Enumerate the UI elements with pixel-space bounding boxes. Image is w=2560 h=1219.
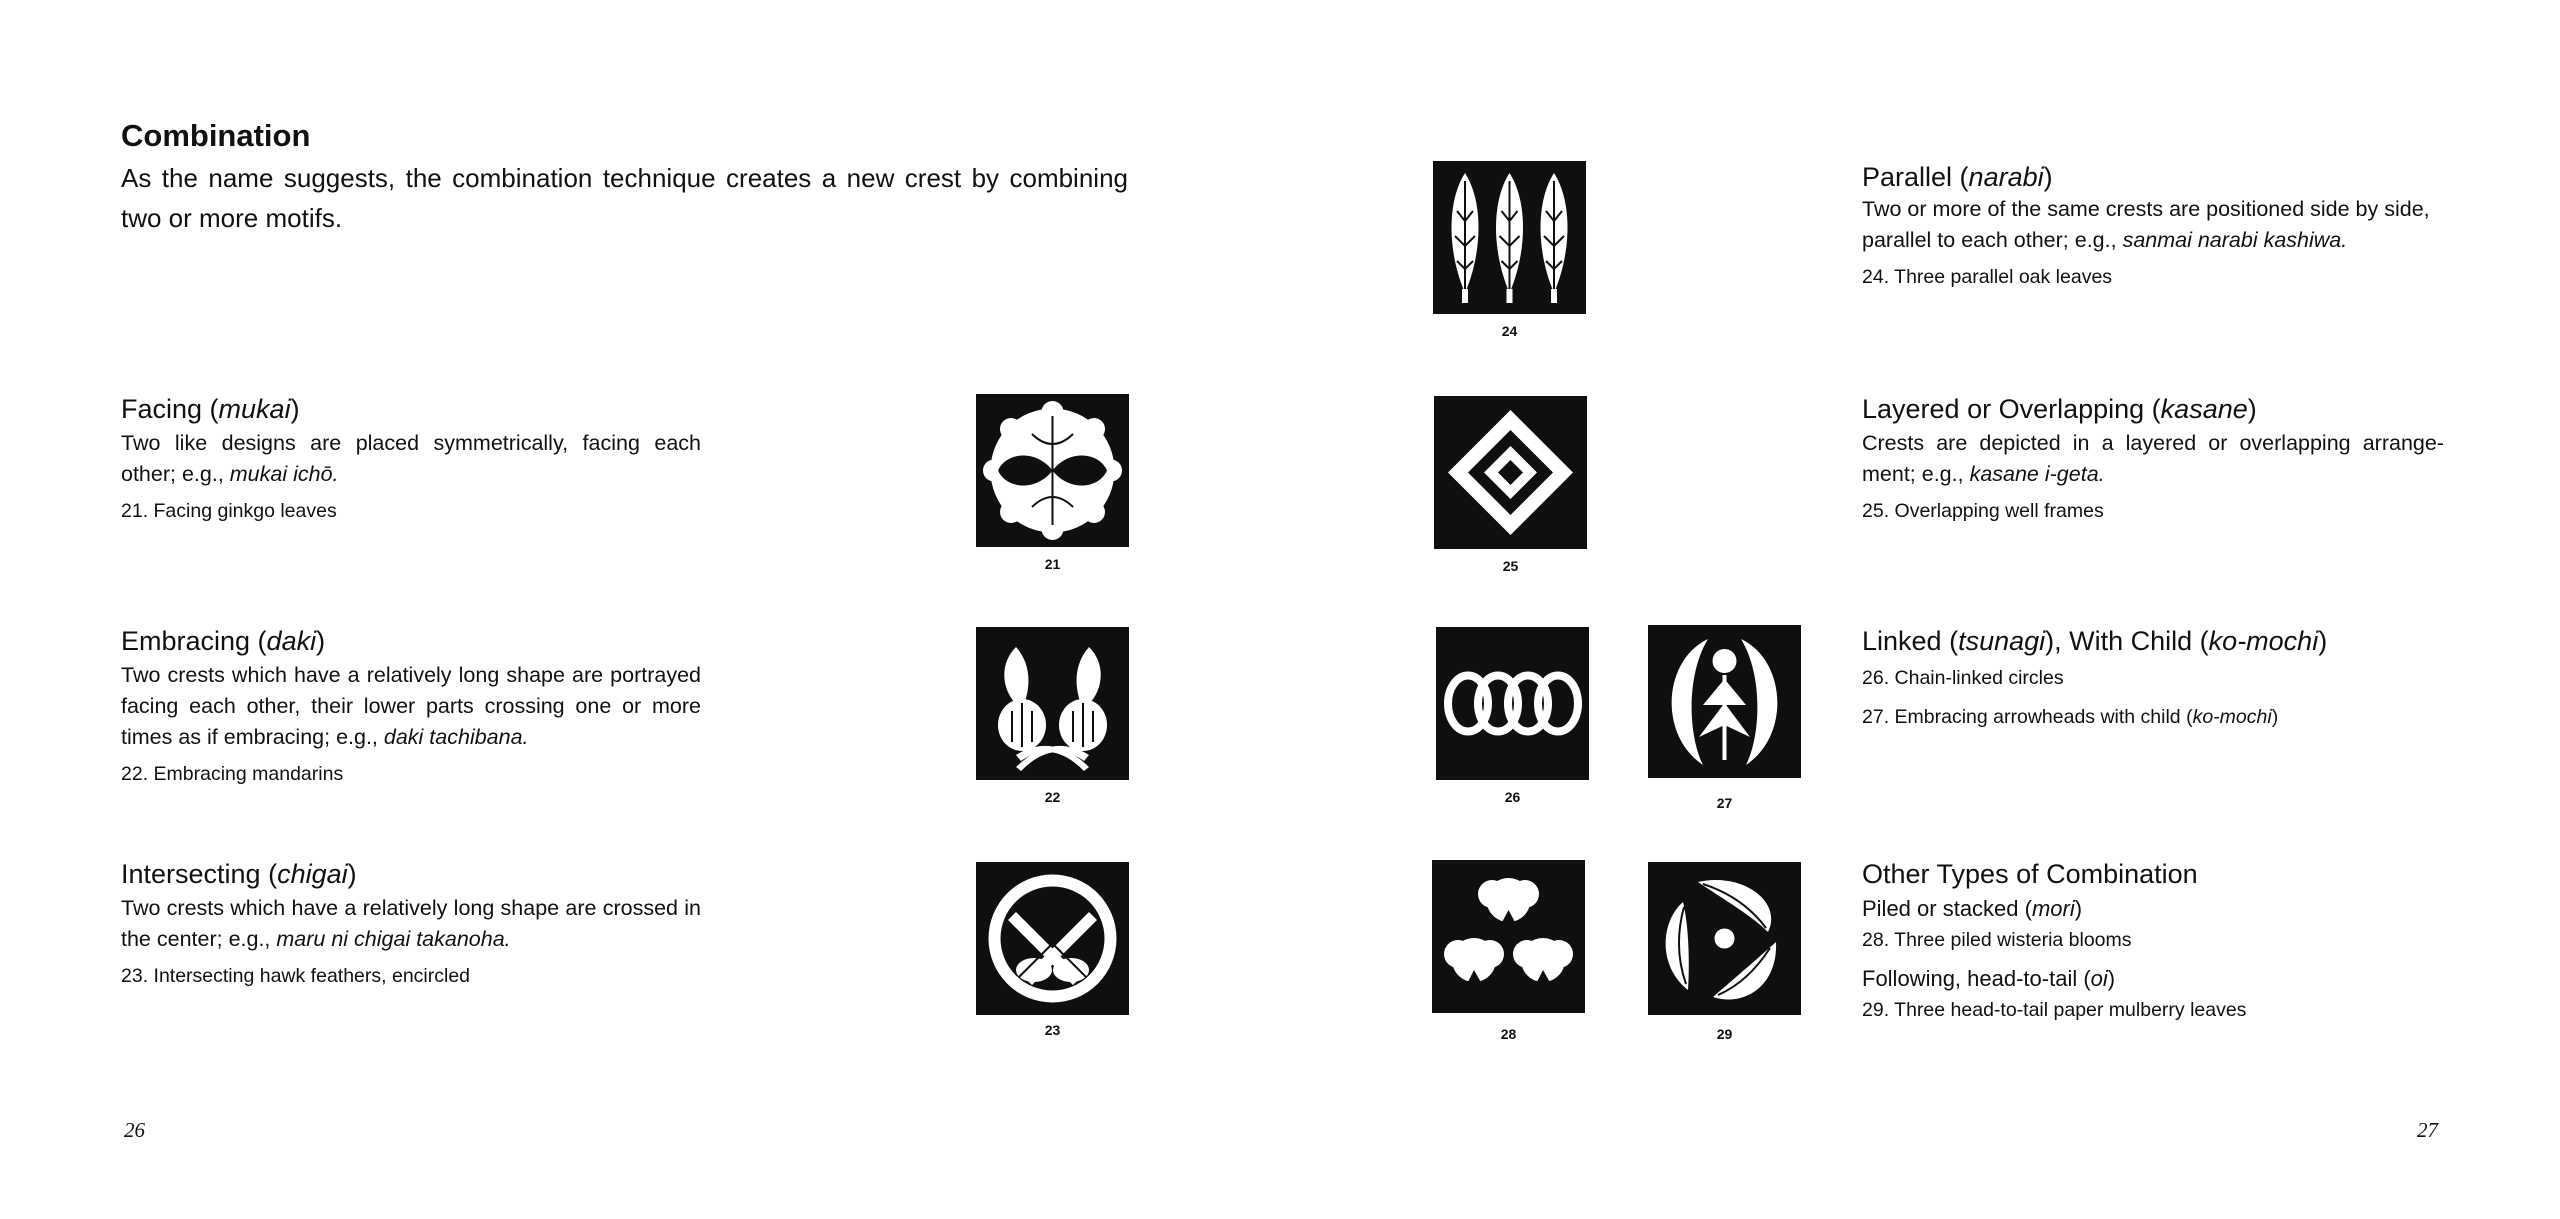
caption-26: 26. Chain-linked circles — [1862, 667, 2064, 689]
embracing-mandarins-crest-image — [976, 627, 1129, 780]
page-number-left: 26 — [124, 1118, 145, 1142]
head-to-tail-mulberry-crest-image — [1648, 862, 1801, 1015]
figure-number-23: 23 — [1044, 1022, 1061, 1038]
figure-number-25: 25 — [1502, 558, 1519, 574]
caption-29: 29. Three head-to-tail paper mulberry leaves — [1862, 999, 2247, 1021]
layered-title: Layered or Overlapping (kasane) — [1862, 394, 2257, 424]
parallel-oak-leaves-crest-image — [1433, 161, 1586, 314]
embracing-title: Embracing (daki) — [121, 626, 326, 656]
embracing-section — [121, 624, 701, 787]
figure-number-28: 28 — [1500, 1026, 1517, 1042]
parallel-section — [1862, 160, 2444, 290]
parallel-body: Two or more of the same crests are positioned side by side, parallel to each other; e.g., sanmai narabi kashiwa. — [1862, 197, 2430, 252]
figure-number-29: 29 — [1716, 1026, 1733, 1042]
caption-24: 24. Three parallel oak leaves — [1862, 266, 2113, 288]
figure-number-21: 21 — [1044, 556, 1061, 572]
figure-number-27: 27 — [1716, 795, 1733, 811]
embracing-body: Two crests which have a relatively long shape are portrayed facing each other, their lower parts crossing one or more times as if embracing; e.g., daki tachibana. — [121, 663, 701, 749]
layered-section — [1862, 392, 2444, 524]
linked-section — [1862, 624, 2462, 730]
intersecting-section — [121, 857, 701, 989]
caption-21: 21. Facing ginkgo leaves — [121, 500, 337, 522]
layered-body: Crests are depicted in a layered or overlapping arrange-ment; e.g., kasane i-geta. — [1862, 431, 2444, 486]
following-subtitle: Following, head-to-tail (oi) — [1862, 966, 2116, 991]
section-heading: Combination — [121, 118, 311, 153]
figure-number-22: 22 — [1044, 789, 1061, 805]
caption-25: 25. Overlapping well frames — [1862, 500, 2104, 522]
intersecting-title: Intersecting (chigai) — [121, 859, 357, 889]
embracing-arrowheads-crest-image — [1648, 625, 1801, 778]
linked-title: Linked (tsunagi), With Child (ko-mochi) — [1862, 626, 2328, 656]
facing-body: Two like designs are placed symmetrically, facing each other; e.g., mukai ichō. — [121, 431, 701, 486]
caption-22: 22. Embracing mandarins — [121, 763, 344, 785]
facing-section — [121, 392, 701, 524]
caption-27: 27. Embracing arrowheads with child (ko-mochi) — [1862, 706, 2279, 728]
piled-subtitle: Piled or stacked (mori) — [1862, 896, 2083, 921]
piled-wisteria-crest-image — [1432, 860, 1585, 1013]
facing-ginkgo-crest-image — [976, 394, 1129, 547]
other-types-section — [1862, 857, 2462, 1023]
caption-28: 28. Three piled wisteria blooms — [1862, 929, 2132, 951]
intersecting-body: Two crests which have a relatively long shape are crossed in the center; e.g., maru ni chigai takanoha. — [121, 896, 701, 951]
parallel-title: Parallel (narabi) — [1862, 162, 2053, 192]
facing-title: Facing (mukai) — [121, 394, 300, 424]
figure-number-26: 26 — [1504, 789, 1521, 805]
intro-paragraph: As the name suggests, the combination technique creates a new crest by combining two or more motifs. — [121, 163, 1128, 233]
other-types-title: Other Types of Combination — [1862, 859, 2198, 889]
chain-linked-circles-crest-image — [1436, 627, 1589, 780]
intersecting-feathers-crest-image — [976, 862, 1129, 1015]
overlapping-well-frames-crest-image — [1434, 396, 1587, 549]
page-number-right: 27 — [2417, 1118, 2438, 1142]
caption-23: 23. Intersecting hawk feathers, encircled — [121, 965, 471, 987]
figure-number-24: 24 — [1501, 323, 1518, 339]
